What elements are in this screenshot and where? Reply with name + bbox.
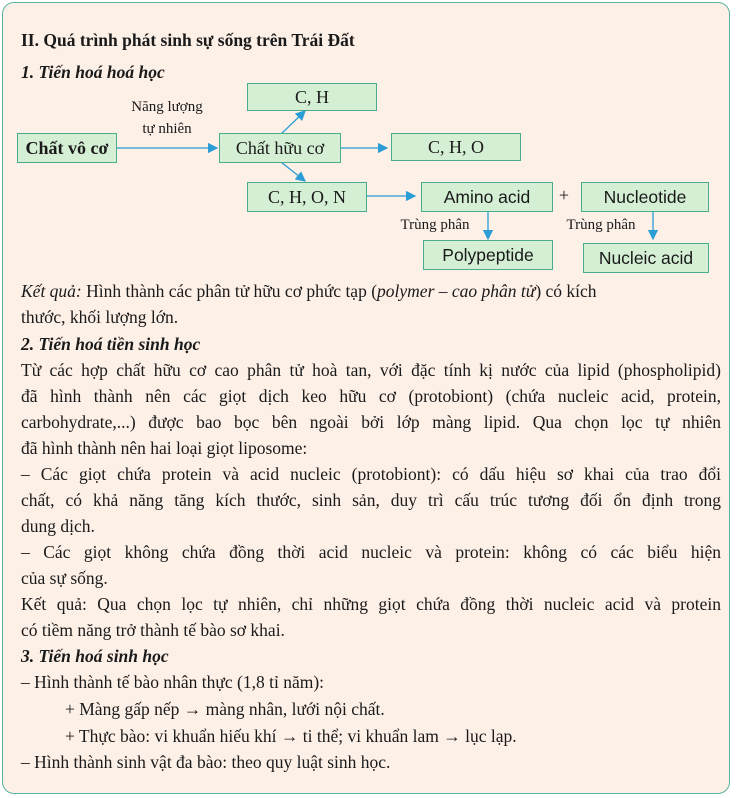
section2-title: 2. Tiến hoá tiền sinh học — [21, 334, 201, 354]
result-label: Kết quả: — [21, 281, 82, 301]
poly-label-1: Trùng phân — [400, 217, 470, 233]
section3-title: 3. Tiến hoá sinh học — [21, 646, 169, 666]
s2-line-3: đã hình thành nên hai loại giọt liposome: — [21, 438, 308, 458]
s3-line-2: – Hình thành sinh vật đa bào: theo quy luật sinh học. — [21, 752, 391, 772]
section1-title: 1. Tiến hoá hoá học — [21, 62, 165, 82]
s2-line-1: đã hình thành nên các giọt dịch keo hữu cơ (protobiont) (chứa nucleic acid, protein, — [21, 386, 721, 406]
arrow-to-chon — [281, 162, 305, 181]
node-inorganic: Chất vô cơ — [17, 133, 117, 163]
s3-sub-1: + Màng gấp nếp → màng nhân, lưới nội chất. — [65, 699, 385, 719]
result1-line2: thước, khối lượng lớn. — [21, 307, 179, 327]
node-nucleic-acid: Nucleic acid — [583, 243, 709, 273]
node-cho: C, H, O — [391, 133, 521, 161]
s2-line-9: Kết quả: Qua chọn lọc tự nhiên, chỉ những giọt chứa đồng thời nucleic acid và protein — [21, 594, 721, 614]
s2-line-4: – Các giọt chứa protein và acid nucleic (protobiont): có dấu hiệu sơ khai của trao đổi — [21, 464, 721, 484]
content-panel — [2, 2, 730, 794]
s2-line-2: carbohydrate,...) được bao bọc bên ngoài bởi lớp màng lipid. Qua chọn lọc tự nhiên — [21, 412, 721, 432]
poly-label-2: Trùng phân — [566, 217, 636, 233]
node-chon: C, H, O, N — [247, 182, 367, 212]
arrow-label-energy: Năng lượng — [131, 99, 203, 115]
s2-line-7: – Các giọt không chứa đồng thời acid nucleic và protein: không có các biểu hiện — [21, 542, 721, 562]
node-polypeptide: Polypeptide — [423, 240, 553, 270]
result1-line1: Kết quả: Hình thành các phân tử hữu cơ phức tạp (polymer – cao phân tử) có kích — [21, 281, 597, 301]
page-heading: II. Quá trình phát sinh sự sống trên Trái Đất — [21, 30, 355, 50]
s2-line-10: có tiềm năng trở thành tế bào sơ khai. — [21, 620, 285, 640]
node-ch: C, H — [247, 83, 377, 111]
s2-line-8: của sự sống. — [21, 568, 108, 588]
arrow-to-ch — [281, 111, 305, 134]
node-nucleotide: Nucleotide — [581, 182, 709, 212]
s2-line-5: chất, có khả năng tăng kích thước, sinh sản, duy trì cấu trúc tương đối ổn định trong — [21, 490, 721, 510]
arrow-label-natural: tự nhiên — [142, 121, 192, 137]
node-amino-acid: Amino acid — [421, 182, 553, 212]
plus-sign: + — [558, 185, 570, 205]
node-organic: Chất hữu cơ — [219, 133, 341, 163]
s3-sub-2: + Thực bào: vi khuẩn hiếu khí → ti thể; vi khuẩn lam → lục lạp. — [65, 726, 517, 746]
s2-line-6: dung dịch. — [21, 516, 95, 536]
s2-line-0: Từ các hợp chất hữu cơ cao phân tử hoà tan, với đặc tính kị nước của lipid (phospholipid) — [21, 360, 721, 380]
s3-line-1: – Hình thành tế bào nhân thực (1,8 tỉ năm): — [21, 672, 325, 692]
